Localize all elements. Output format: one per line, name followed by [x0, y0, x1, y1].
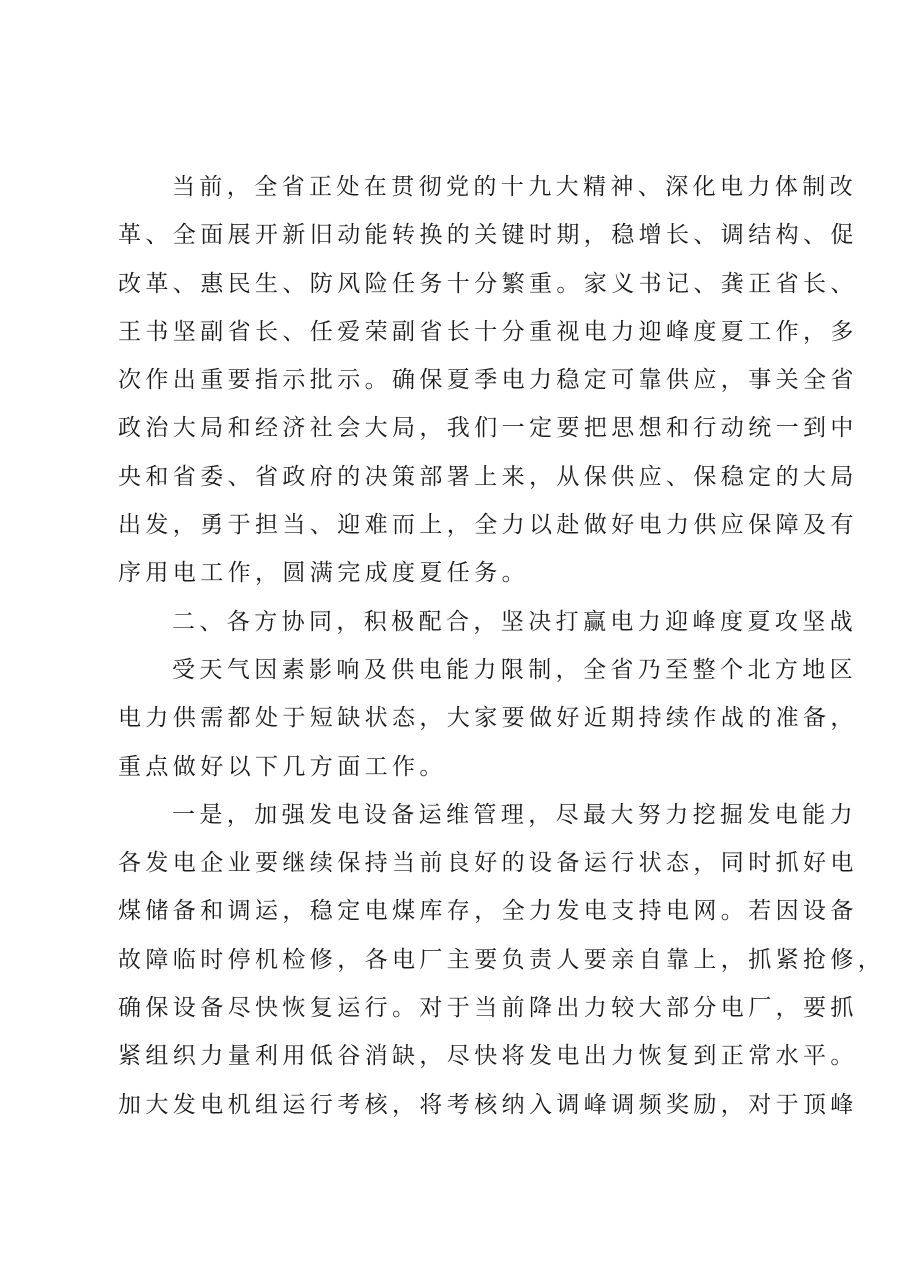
paragraph-context [118, 163, 858, 598]
text-line: 改革、惠民生、防风险任务十分繁重。家义书记、龚正省长、 [118, 270, 858, 297]
text-line: 一是，加强发电设备运维管理，尽最大努力挖掘发电能力 [172, 801, 857, 828]
text-line: 各发电企业要继续保持当前良好的设备运行状态，同时抓好电 [118, 850, 858, 877]
text-line: 序用电工作，圆满完成度夏任务。 [118, 560, 529, 587]
text-line: 故障临时停机检修，各电厂主要负责人要亲自靠上，抓紧抢修， [118, 946, 886, 973]
text-line: 重点做好以下几方面工作。 [118, 753, 447, 780]
heading-line: 二、各方协同，积极配合，坚决打赢电力迎峰度夏攻坚战 [172, 608, 857, 635]
text-line: 加大发电机组运行考核，将考核纳入调峰调频奖励，对于顶峰 [118, 1091, 858, 1118]
paragraph-supply [118, 646, 858, 791]
paragraph-point-one [118, 791, 886, 1129]
text-line: 紧组织力量利用低谷消缺，尽快将发电出力恢复到正常水平。 [118, 1043, 858, 1070]
text-line: 受天气因素影响及供电能力限制，全省乃至整个北方地区 [172, 656, 857, 683]
text-line: 电力供需都处于短缺状态，大家要做好近期持续作战的准备， [118, 705, 858, 732]
text-line: 煤储备和调运，稳定电煤库存，全力发电支持电网。若因设备 [118, 898, 858, 925]
text-line: 次作出重要指示批示。确保夏季电力稳定可靠供应，事关全省 [118, 367, 858, 394]
text-line: 确保设备尽快恢复运行。对于当前降出力较大部分电厂，要抓 [118, 995, 858, 1022]
text-line: 革、全面展开新旧动能转换的关键时期，稳增长、调结构、促 [118, 222, 858, 249]
text-line: 央和省委、省政府的决策部署上来，从保供应、保稳定的大局 [118, 463, 858, 490]
text-line: 出发，勇于担当、迎难而上，全力以赴做好电力供应保障及有 [118, 512, 858, 539]
text-line: 当前，全省正处在贯彻党的十九大精神、深化电力体制改 [172, 174, 857, 200]
text-line: 王书坚副省长、任爱荣副省长十分重视电力迎峰度夏工作，多 [118, 318, 858, 345]
section-heading [118, 598, 857, 646]
text-line: 政治大局和经济社会大局，我们一定要把思想和行动统一到中 [118, 415, 858, 442]
document-body [118, 163, 886, 1129]
